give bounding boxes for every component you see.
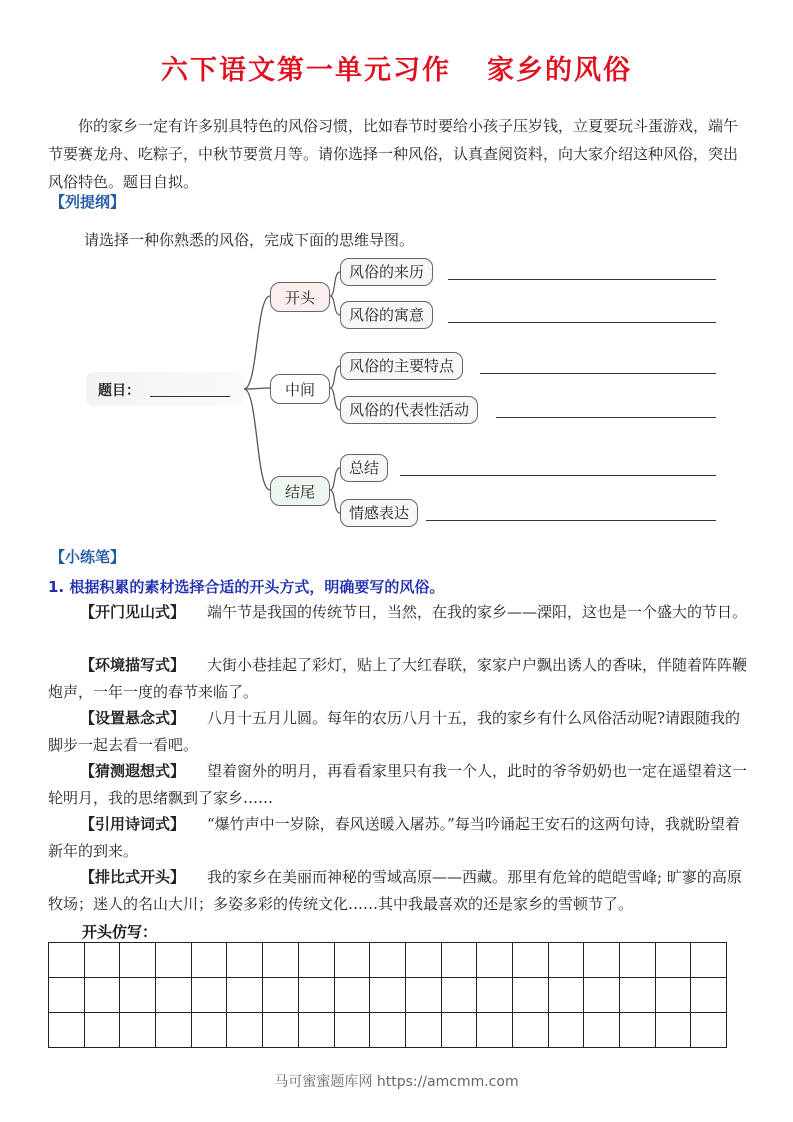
grid-cell[interactable] [548,1013,584,1048]
grid-cell[interactable] [84,943,120,978]
grid-cell[interactable] [263,943,299,978]
grid-cell[interactable] [227,1013,263,1048]
grid-cell[interactable] [512,943,548,978]
grid-row [49,943,727,978]
grid-cell[interactable] [405,978,441,1013]
outline-heading: 【列提纲】 [50,193,126,211]
grid-cell[interactable] [477,978,513,1013]
practice-question: 1. 根据积累的素材选择合适的开头方式，明确要写的风俗。 [48,578,445,596]
grid-cell[interactable] [263,978,299,1013]
grid-cell[interactable] [655,1013,691,1048]
grid-cell[interactable] [620,1013,656,1048]
branch-middle: 中间 [270,374,330,404]
grid-cell[interactable] [691,943,727,978]
grid-cell[interactable] [120,943,156,978]
grid-cell[interactable] [49,1013,85,1048]
grid-cell[interactable] [334,1013,370,1048]
grid-cell[interactable] [441,943,477,978]
grid-cell[interactable] [655,978,691,1013]
grid-cell[interactable] [227,943,263,978]
page-title: 六下语文第一单元习作 家乡的风俗 [161,55,632,86]
leaf-origin: 风俗的来历 [340,258,433,286]
answer-line-activities[interactable] [496,417,716,418]
answer-line-emotion[interactable] [426,520,716,521]
grid-cell[interactable] [334,978,370,1013]
answer-line-summary[interactable] [400,475,716,476]
grid-cell[interactable] [156,978,192,1013]
leaf-features: 风俗的主要特点 [340,352,463,380]
grid-cell[interactable] [156,1013,192,1048]
grid-cell[interactable] [620,943,656,978]
grid-cell[interactable] [120,978,156,1013]
grid-cell[interactable] [620,978,656,1013]
leaf-activities: 风俗的代表性活动 [340,396,478,424]
title-blank[interactable] [150,396,230,397]
answer-line-meaning[interactable] [448,322,716,323]
grid-cell[interactable] [191,1013,227,1048]
writing-grid[interactable] [48,942,727,1048]
example-item: 【环境描写式】 大街小巷挂起了彩灯，贴上了大红春联，家家户户飘出诱人的香味，伴随着阵阵鞭炮声，一年一度的春节来临了。 [48,656,748,701]
grid-cell[interactable] [156,943,192,978]
grid-cell[interactable] [441,978,477,1013]
grid-cell[interactable] [191,943,227,978]
grid-cell[interactable] [120,1013,156,1048]
grid-cell[interactable] [370,943,406,978]
grid-cell[interactable] [584,1013,620,1048]
example-item: 【排比式开头】 我的家乡在美丽而神秘的雪域高原——西藏。那里有危耸的皑皑雪峰; 旷寥的高原牧场；迷人的名山大川；多姿多彩的传统文化……其中我最喜欢的还是家乡的雪顿节了。 [48,868,742,913]
grid-cell[interactable] [298,943,334,978]
grid-cell[interactable] [298,1013,334,1048]
grid-cell[interactable] [584,943,620,978]
example-item: 【设置悬念式】 八月十五月儿圆。每年的农历八月十五，我的家乡有什么风俗活动呢?请跟随我的脚步一起去看一看吧。 [48,709,741,754]
outline-instruction: 请选择一种你熟悉的风俗，完成下面的思维导图。 [84,231,415,249]
imitate-label: 开头仿写： [82,923,158,941]
answer-line-features[interactable] [480,373,716,374]
example-item: 【猜测遐想式】 望着窗外的明月，再看看家里只有我一个人，此时的爷爷奶奶也一定在遥望着这一轮明月，我的思绪飘到了家乡…… [48,762,748,807]
grid-cell[interactable] [263,1013,299,1048]
footer-watermark: 马可蜜蜜题库网 https://amcmm.com [274,1074,519,1090]
grid-cell[interactable] [191,978,227,1013]
grid-cell[interactable] [655,943,691,978]
grid-cell[interactable] [227,978,263,1013]
grid-cell[interactable] [405,943,441,978]
practice-heading: 【小练笔】 [50,548,126,566]
grid-cell[interactable] [49,978,85,1013]
grid-cell[interactable] [49,943,85,978]
grid-cell[interactable] [441,1013,477,1048]
grid-cell[interactable] [691,1013,727,1048]
grid-cell[interactable] [691,978,727,1013]
grid-cell[interactable] [477,1013,513,1048]
grid-cell[interactable] [84,978,120,1013]
grid-cell[interactable] [370,1013,406,1048]
grid-cell[interactable] [298,978,334,1013]
leaf-meaning: 风俗的寓意 [340,301,433,329]
example-item: 【开门见山式】 端午节是我国的传统节日，当然，在我的家乡——溧阳，这也是一个盛大的节日。 [80,603,748,621]
branch-opening: 开头 [270,282,330,312]
grid-cell[interactable] [584,978,620,1013]
intro-paragraph: 你的家乡一定有许多别具特色的风俗习惯，比如春节时要给小孩子压岁钱，立夏要玩斗蛋游戏，端午节要赛龙舟、吃粽子，中秋节要赏月等。请你选择一种风俗，认真查阅资料，向大家介绍这种风俗，突出风俗特色。题目自拟。 [48,117,739,191]
grid-row [49,978,727,1013]
example-item: 【引用诗词式】 “爆竹声中一岁除，春风送暖入屠苏。”每当吟诵起王安石的这两句诗，我就盼望着新年的到来。 [48,815,740,860]
grid-cell[interactable] [548,943,584,978]
grid-cell[interactable] [370,978,406,1013]
branch-ending: 结尾 [270,476,330,506]
grid-cell[interactable] [548,978,584,1013]
grid-cell[interactable] [405,1013,441,1048]
leaf-summary: 总结 [340,454,388,482]
mind-map-root [86,372,244,406]
grid-cell[interactable] [477,943,513,978]
answer-line-origin[interactable] [448,279,716,280]
grid-row [49,1013,727,1048]
leaf-emotion: 情感表达 [340,499,418,527]
root-label: 题目： [98,383,140,399]
grid-cell[interactable] [512,1013,548,1048]
grid-cell[interactable] [84,1013,120,1048]
grid-cell[interactable] [512,978,548,1013]
grid-cell[interactable] [334,943,370,978]
